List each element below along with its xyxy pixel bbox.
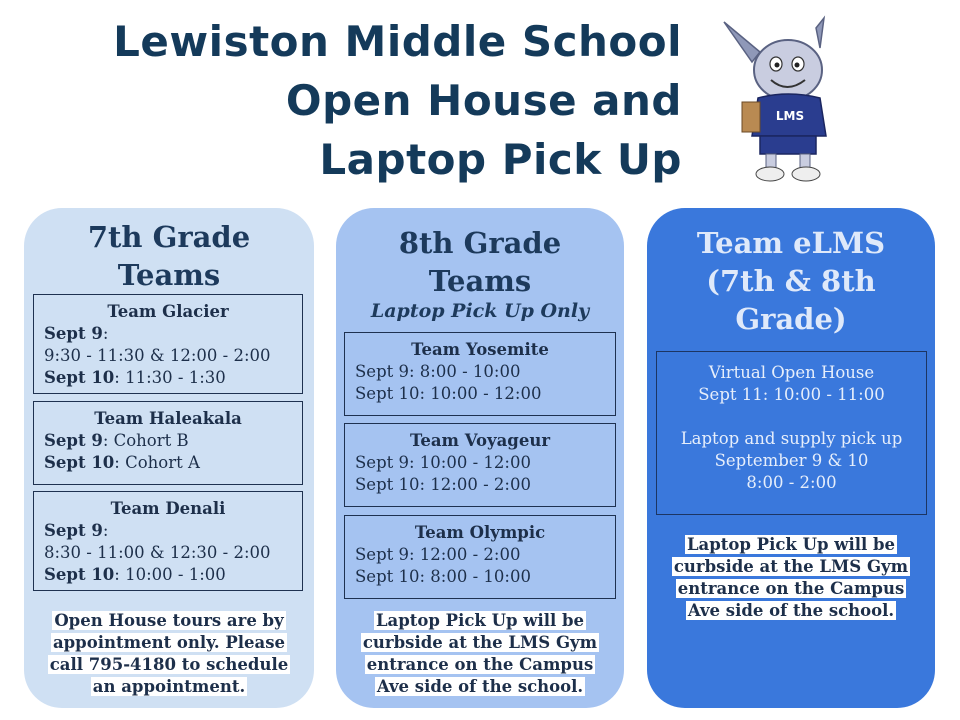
team-name: Team Glacier <box>107 302 229 321</box>
team-name: Team Voyageur <box>409 431 551 450</box>
grade7-panel <box>24 208 314 708</box>
mascot-shirt-text: LMS <box>775 109 805 123</box>
grade8-panel <box>336 208 624 708</box>
elms-heading: Team eLMS (7th & 8th Grade) <box>696 226 886 336</box>
elms-note: Laptop Pick Up will be curbside at the LMS Gym entrance on the Campus Ave side of the school. <box>673 535 909 620</box>
grade8-note: Laptop Pick Up will be curbside at the LMS Gym entrance on the Campus Ave side of the school. <box>362 611 598 696</box>
team-denali-box: Team Denali Sept 9: 8:30 - 11:00 & 12:30 - 2:00 Sept 10: 10:00 - 1:00 <box>33 491 303 591</box>
grade8-subtitle: Laptop Pick Up Only <box>370 300 590 322</box>
team-olympic-box: Team Olympic Sept 9: 12:00 - 2:00 Sept 10: 8:00 - 10:00 <box>344 515 616 599</box>
grade7-note: Open House tours are by appointment only. Please call 795-4180 to schedule an appointment. <box>49 611 289 696</box>
team-haleakala-box: Team Haleakala Sept 9: Cohort B Sept 10: Cohort A <box>33 401 303 485</box>
page-title <box>60 12 682 189</box>
grade7-heading: 7th Grade Teams <box>87 220 251 292</box>
elms-panel <box>647 208 935 708</box>
team-yosemite-box: Team Yosemite Sept 9: 8:00 - 10:00 Sept 10: 10:00 - 12:00 <box>344 332 616 416</box>
team-name: Team Haleakala <box>94 409 242 428</box>
team-name: Team Denali <box>110 499 226 518</box>
title-line-3: Laptop Pick Up <box>319 135 682 184</box>
team-name: Team Yosemite <box>411 340 549 359</box>
team-glacier-box: Team Glacier Sept 9: 9:30 - 11:30 & 12:00 - 2:00 Sept 10: 11:30 - 1:30 <box>33 294 303 394</box>
team-voyageur-box: Team Voyageur Sept 9: 10:00 - 12:00 Sept 10: 12:00 - 2:00 <box>344 423 616 507</box>
team-name: Team Olympic <box>414 523 546 542</box>
grade8-heading: 8th Grade Teams <box>398 226 562 298</box>
elms-info-box: Virtual Open House Sept 11: 10:00 - 11:00 Laptop and supply pick up September 9 & 10 8:00 - 2:00 <box>656 351 927 515</box>
title-line-2: Open House and <box>285 76 682 125</box>
devil-mascot-icon <box>716 14 856 186</box>
title-line-1: Lewiston Middle School <box>113 17 682 66</box>
